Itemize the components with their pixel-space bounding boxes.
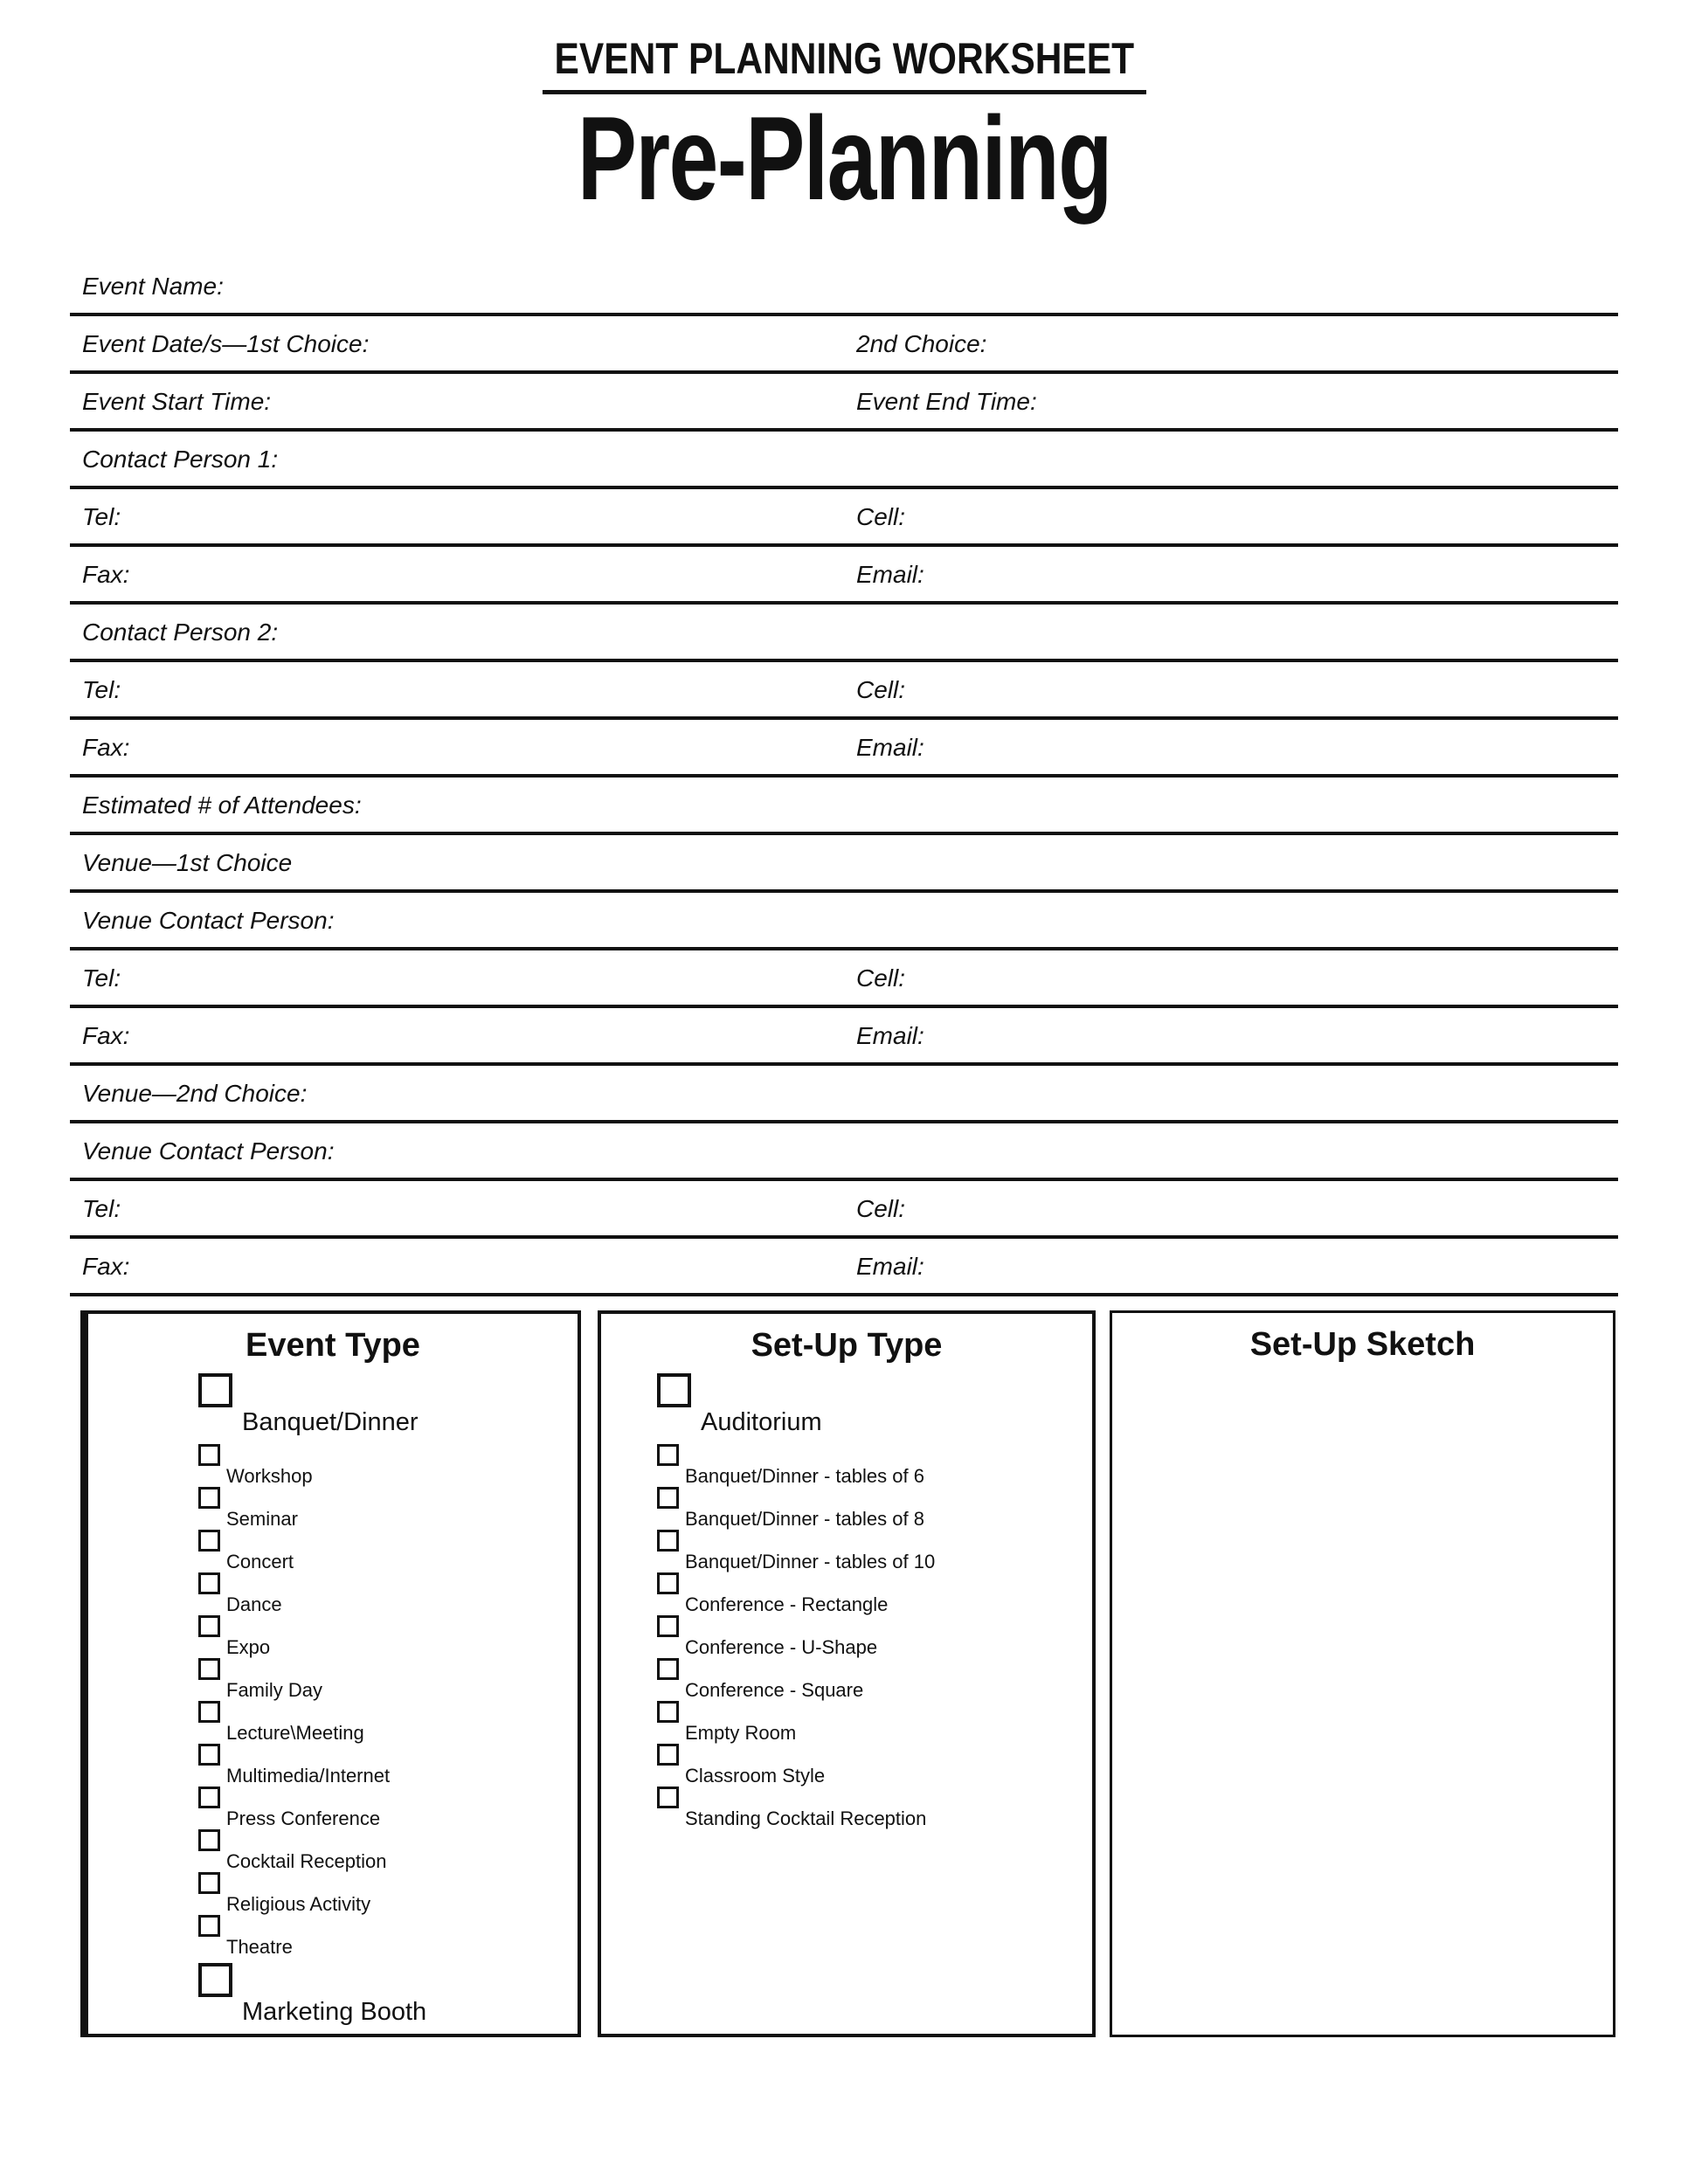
event-type-item bbox=[198, 1701, 578, 1744]
checkbox-label: Banquet/Dinner - tables of 10 bbox=[685, 1551, 936, 1572]
form-row-venue2-contact bbox=[70, 1123, 1618, 1181]
field-label: Email: bbox=[856, 1022, 924, 1049]
field-label: Cell: bbox=[856, 964, 906, 992]
form-row-contact2 bbox=[70, 605, 1618, 662]
checkbox-lecture-meeting[interactable] bbox=[198, 1701, 220, 1723]
checkbox-label: Workshop bbox=[226, 1465, 313, 1487]
event-type-item bbox=[198, 1787, 578, 1829]
event-type-title: Event Type bbox=[246, 1327, 420, 1364]
checkbox-label: Expo bbox=[226, 1636, 271, 1658]
field-label: Cell: bbox=[856, 1195, 906, 1222]
form-row-venue1-contact bbox=[70, 893, 1618, 950]
field-label: Event Name: bbox=[82, 273, 224, 300]
checkbox-seminar[interactable] bbox=[198, 1487, 220, 1509]
checkbox-classroom-style[interactable] bbox=[657, 1744, 679, 1766]
checkbox-press-conference[interactable] bbox=[198, 1787, 220, 1808]
checkbox-workshop[interactable] bbox=[198, 1444, 220, 1466]
checkbox-label: Empty Room bbox=[685, 1722, 797, 1744]
setup-type-item bbox=[657, 1572, 1092, 1615]
checkbox-label: Banquet/Dinner - tables of 8 bbox=[685, 1508, 924, 1530]
checkbox-label: Press Conference bbox=[226, 1807, 381, 1829]
checkbox-label: Cocktail Reception bbox=[226, 1850, 387, 1872]
form-row-venue2 bbox=[70, 1066, 1618, 1123]
setup-type-panel bbox=[598, 1310, 1096, 2037]
field-label: Venue Contact Person: bbox=[82, 907, 335, 934]
event-type-item bbox=[198, 1373, 578, 1437]
field-label: Email: bbox=[856, 1253, 924, 1280]
event-type-item bbox=[198, 1963, 578, 2027]
checkbox-banquet-tables-8[interactable] bbox=[657, 1487, 679, 1509]
form-row-contact2-fax bbox=[70, 720, 1618, 778]
checkbox-banquet-tables-6[interactable] bbox=[657, 1444, 679, 1466]
field-label: Email: bbox=[856, 561, 924, 588]
event-type-item bbox=[198, 1572, 578, 1615]
field-venue1[interactable] bbox=[292, 835, 1618, 889]
event-type-item bbox=[198, 1487, 578, 1530]
setup-type-item bbox=[657, 1615, 1092, 1658]
field-venue2[interactable] bbox=[307, 1066, 1618, 1120]
header bbox=[0, 0, 1688, 94]
field-contact1-tel[interactable] bbox=[121, 489, 844, 543]
field-contact2-email[interactable] bbox=[924, 720, 1618, 774]
event-type-item bbox=[198, 1872, 578, 1915]
form-row-contact1-tel bbox=[70, 489, 1618, 547]
checkbox-expo[interactable] bbox=[198, 1615, 220, 1637]
form-row-venue1-tel bbox=[70, 950, 1618, 1008]
checkbox-label: Banquet/Dinner bbox=[242, 1408, 419, 1436]
checkbox-conference-square[interactable] bbox=[657, 1658, 679, 1680]
field-contact2-tel[interactable] bbox=[121, 662, 844, 716]
checkbox-auditorium[interactable] bbox=[657, 1373, 691, 1407]
checkbox-label: Auditorium bbox=[701, 1408, 822, 1436]
event-type-item bbox=[198, 1829, 578, 1872]
setup-sketch-title: Set-Up Sketch bbox=[1249, 1326, 1476, 1363]
field-label: Cell: bbox=[856, 676, 906, 703]
form-row-attendees bbox=[70, 778, 1618, 835]
setup-type-item bbox=[657, 1744, 1092, 1787]
form-row-venue2-tel bbox=[70, 1181, 1618, 1239]
field-venue2-contact[interactable] bbox=[334, 1123, 1618, 1178]
field-label: Venue—1st Choice bbox=[82, 849, 293, 876]
field-start-time[interactable] bbox=[271, 374, 844, 428]
field-label: Venue—2nd Choice: bbox=[82, 1080, 308, 1107]
field-venue1-tel[interactable] bbox=[121, 950, 844, 1005]
checkbox-label: Dance bbox=[226, 1593, 282, 1615]
checkbox-dance[interactable] bbox=[198, 1572, 220, 1594]
form-row-venue2-fax bbox=[70, 1239, 1618, 1296]
page-title-wrap bbox=[0, 92, 1688, 225]
field-venue1-contact[interactable] bbox=[334, 893, 1618, 947]
field-attendees[interactable] bbox=[362, 778, 1618, 832]
field-label: Tel: bbox=[82, 1195, 121, 1222]
setup-type-items bbox=[601, 1373, 1092, 1829]
field-venue2-fax[interactable] bbox=[129, 1239, 844, 1293]
field-label: Contact Person 2: bbox=[82, 619, 279, 646]
worksheet-title: EVENT PLANNING WORKSHEET bbox=[543, 35, 1146, 94]
checkbox-label: Lecture\Meeting bbox=[226, 1722, 364, 1744]
checkbox-banquet-dinner[interactable] bbox=[198, 1373, 232, 1407]
field-contact2-cell[interactable] bbox=[905, 662, 1618, 716]
event-type-item bbox=[198, 1915, 578, 1958]
event-type-item bbox=[198, 1744, 578, 1787]
checkbox-standing-cocktail-reception[interactable] bbox=[657, 1787, 679, 1808]
checkbox-label: Classroom Style bbox=[685, 1765, 826, 1787]
field-label: Fax: bbox=[82, 734, 130, 761]
form-row-event-date bbox=[70, 316, 1618, 374]
event-type-item bbox=[198, 1615, 578, 1658]
field-venue1-cell[interactable] bbox=[905, 950, 1618, 1005]
field-venue1-fax[interactable] bbox=[129, 1008, 844, 1062]
field-contact2-fax[interactable] bbox=[129, 720, 844, 774]
field-contact2-name[interactable] bbox=[278, 605, 1618, 659]
field-venue1-email[interactable] bbox=[924, 1008, 1618, 1062]
checkbox-marketing-booth[interactable] bbox=[198, 1963, 232, 1997]
field-event-date-2nd[interactable] bbox=[986, 316, 1618, 370]
checkbox-label: Seminar bbox=[226, 1508, 298, 1530]
field-event-date-1st[interactable] bbox=[369, 316, 844, 370]
event-type-items bbox=[88, 1373, 578, 2027]
checkbox-banquet-tables-10[interactable] bbox=[657, 1530, 679, 1552]
checkbox-label: Theatre bbox=[226, 1936, 293, 1958]
checkbox-label: Multimedia/Internet bbox=[226, 1765, 391, 1787]
setup-type-item bbox=[657, 1701, 1092, 1744]
field-label: Event Date/s—1st Choice: bbox=[82, 330, 370, 357]
checkbox-cocktail-reception[interactable] bbox=[198, 1829, 220, 1851]
form-row-contact1 bbox=[70, 432, 1618, 489]
field-venue2-cell[interactable] bbox=[905, 1181, 1618, 1235]
field-label: Event End Time: bbox=[856, 388, 1037, 415]
checkbox-conference-u-shape[interactable] bbox=[657, 1615, 679, 1637]
checkbox-label: Conference - Rectangle bbox=[685, 1593, 889, 1615]
checkbox-family-day[interactable] bbox=[198, 1658, 220, 1680]
setup-type-item bbox=[657, 1444, 1092, 1487]
field-label: Estimated # of Attendees: bbox=[82, 791, 362, 819]
sketch-area[interactable] bbox=[1112, 1364, 1613, 2010]
field-event-name[interactable] bbox=[224, 259, 1618, 313]
field-label: Fax: bbox=[82, 561, 130, 588]
form-row-venue1 bbox=[70, 835, 1618, 893]
checkbox-empty-room[interactable] bbox=[657, 1701, 679, 1723]
setup-type-item bbox=[657, 1530, 1092, 1572]
checkbox-concert[interactable] bbox=[198, 1530, 220, 1552]
field-end-time[interactable] bbox=[1037, 374, 1618, 428]
checkbox-label: Family Day bbox=[226, 1679, 323, 1701]
checkbox-label: Concert bbox=[226, 1551, 294, 1572]
field-contact1-cell[interactable] bbox=[905, 489, 1618, 543]
field-label: Event Start Time: bbox=[82, 388, 272, 415]
form-row-venue1-fax bbox=[70, 1008, 1618, 1066]
setup-type-item bbox=[657, 1658, 1092, 1701]
field-label: Tel: bbox=[82, 676, 121, 703]
checkbox-conference-rectangle[interactable] bbox=[657, 1572, 679, 1594]
field-label: Tel: bbox=[82, 964, 121, 992]
field-venue2-tel[interactable] bbox=[121, 1181, 844, 1235]
checkbox-label: Conference - Square bbox=[685, 1679, 864, 1701]
field-label: Cell: bbox=[856, 503, 906, 530]
form-row-event-time bbox=[70, 374, 1618, 432]
checkbox-label: Marketing Booth bbox=[242, 1998, 427, 2026]
event-type-panel bbox=[80, 1310, 581, 2037]
field-label: 2nd Choice: bbox=[856, 330, 987, 357]
field-venue2-email[interactable] bbox=[924, 1239, 1618, 1293]
field-contact1-name[interactable] bbox=[278, 432, 1618, 486]
field-label: Email: bbox=[856, 734, 924, 761]
event-type-item bbox=[198, 1444, 578, 1487]
bottom-panels bbox=[80, 1310, 1615, 2037]
event-type-item bbox=[198, 1658, 578, 1701]
checkbox-theatre[interactable] bbox=[198, 1915, 220, 1937]
checkbox-label: Banquet/Dinner - tables of 6 bbox=[685, 1465, 924, 1487]
setup-type-item bbox=[657, 1373, 1092, 1437]
checkbox-label: Conference - U-Shape bbox=[685, 1636, 878, 1658]
form-row-contact1-fax bbox=[70, 547, 1618, 605]
field-label: Venue Contact Person: bbox=[82, 1137, 335, 1165]
pre-planning-form bbox=[70, 259, 1618, 1296]
checkbox-multimedia-internet[interactable] bbox=[198, 1744, 220, 1766]
event-type-item bbox=[198, 1530, 578, 1572]
checkbox-label: Religious Activity bbox=[226, 1893, 371, 1915]
checkbox-religious-activity[interactable] bbox=[198, 1872, 220, 1894]
setup-type-item bbox=[657, 1487, 1092, 1530]
field-contact1-email[interactable] bbox=[924, 547, 1618, 601]
field-label: Fax: bbox=[82, 1022, 130, 1049]
setup-type-item bbox=[657, 1787, 1092, 1829]
field-contact1-fax[interactable] bbox=[129, 547, 844, 601]
page-title: Pre-Planning bbox=[577, 92, 1111, 225]
field-label: Contact Person 1: bbox=[82, 446, 279, 473]
form-row-contact2-tel bbox=[70, 662, 1618, 720]
setup-sketch-panel bbox=[1110, 1310, 1615, 2037]
form-row-event-name bbox=[70, 259, 1618, 316]
setup-type-title: Set-Up Type bbox=[751, 1327, 943, 1364]
field-label: Fax: bbox=[82, 1253, 130, 1280]
checkbox-label: Standing Cocktail Reception bbox=[685, 1807, 927, 1829]
field-label: Tel: bbox=[82, 503, 121, 530]
